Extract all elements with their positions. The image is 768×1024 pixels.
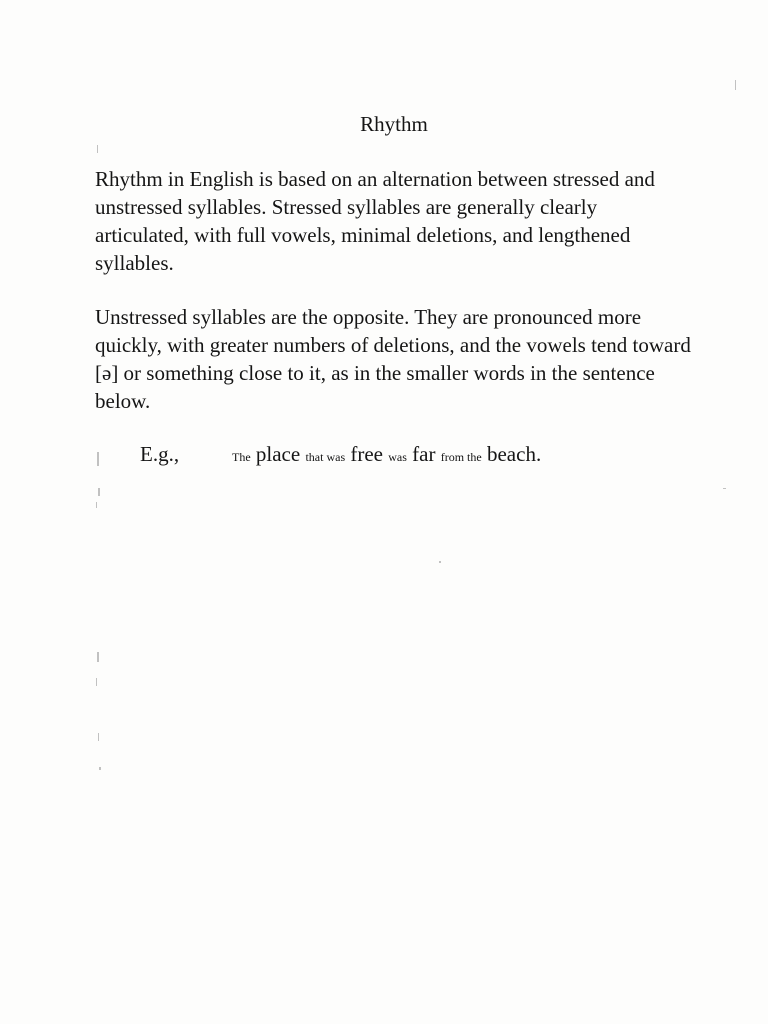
stressed-word: beach.	[486, 442, 542, 466]
scan-speck	[97, 452, 99, 466]
stressed-word: far	[412, 442, 436, 466]
scan-speck	[97, 652, 99, 662]
page-title: Rhythm	[360, 112, 428, 136]
scan-speck	[98, 733, 99, 741]
unstressed-word: The	[232, 450, 251, 464]
example-sentence	[232, 442, 541, 467]
scan-speck	[96, 502, 97, 508]
scan-speck	[96, 678, 97, 686]
scan-speck	[723, 488, 726, 489]
unstressed-word: from the	[440, 450, 482, 464]
paragraph-unstressed-syllables: Unstressed syllables are the opposite. They are pronounced more quickly, with greater numbers of deletions, and the vowels tend toward [ə] or something close to it, as in the smaller words in the sentence below.	[95, 305, 691, 413]
example-line	[0, 442, 768, 478]
scan-speck	[97, 145, 98, 153]
unstressed-word: that was	[305, 450, 346, 464]
stressed-word: place	[255, 442, 301, 466]
stressed-word: free	[350, 442, 383, 466]
scan-speck	[99, 767, 101, 770]
scan-speck	[98, 488, 100, 496]
unstressed-word: was	[388, 450, 407, 464]
example-label: E.g.,	[140, 442, 180, 466]
paragraph-stressed-syllables: Rhythm in English is based on an alternation between stressed and unstressed syllables. Stressed syllables are generally clearly articulated, with full vowels, minimal deletions, and lengthened syllables.	[95, 167, 655, 275]
scan-speck	[735, 80, 736, 90]
scan-speck	[439, 561, 441, 563]
